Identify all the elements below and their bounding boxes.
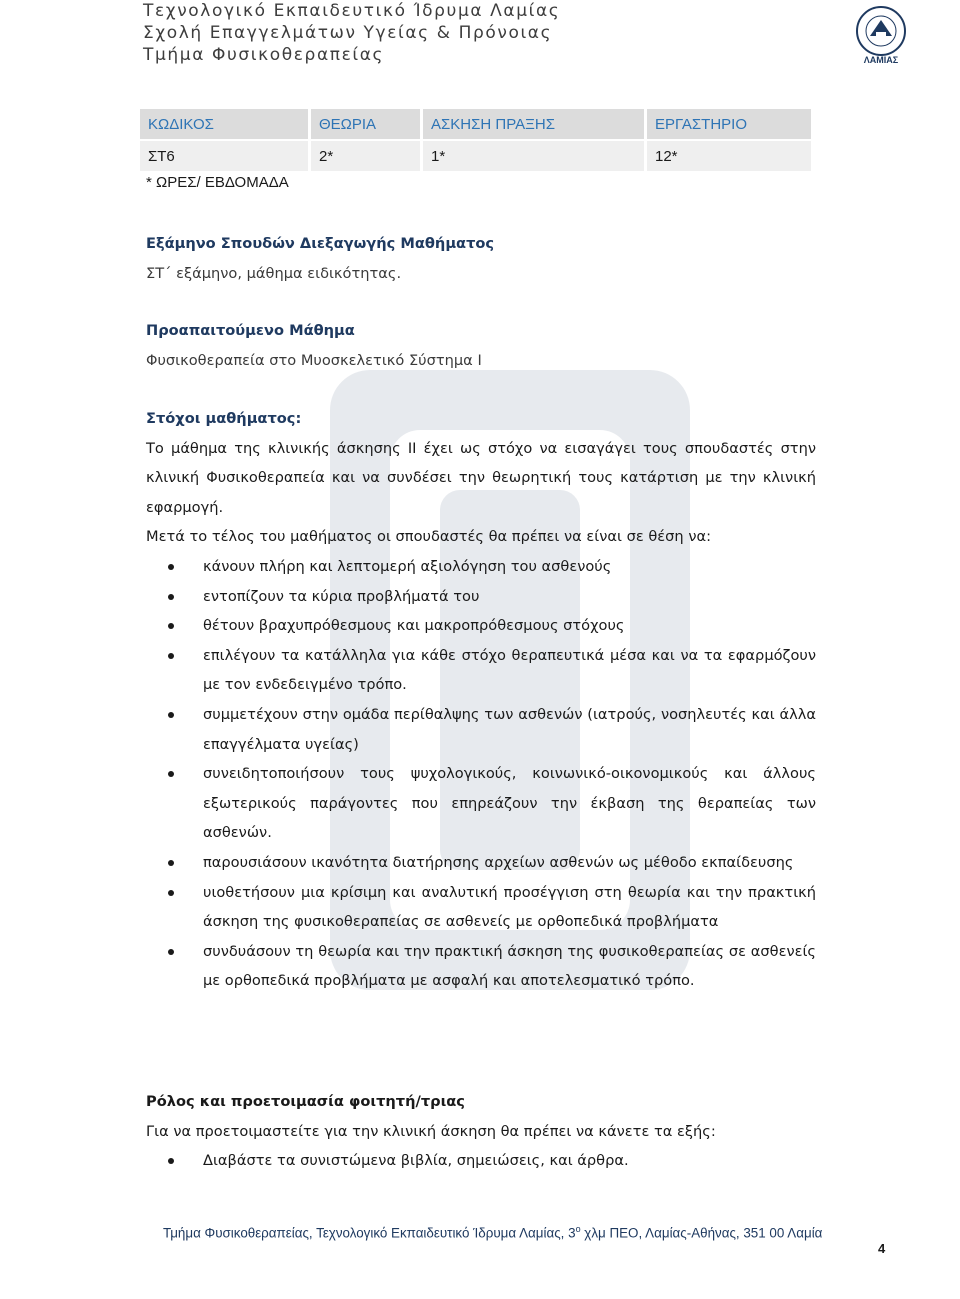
list-item: παρουσιάσουν ικανότητα διατήρησης αρχείων ασθενών ως μέθοδο εκπαίδευσης: [146, 848, 816, 878]
list-item: υιοθετήσουν μια κρίσιμη και αναλυτική προσέγγιση στη θεωρία και την πρακτική άσκηση της φυσικοθεραπείας σε ασθενείς με ορθοπεδικά προβλήματα: [146, 878, 816, 937]
bullet-icon: [168, 653, 174, 659]
header-practice: ΑΣΚΗΣΗ ΠΡΑΞΗΣ: [423, 109, 644, 139]
semester-section: [146, 229, 816, 288]
header-lab: ΕΡΓΑΣΤΗΡΙΟ: [647, 109, 811, 139]
header-theory: ΘΕΩΡΙΑ: [311, 109, 420, 139]
value-practice: 1*: [423, 141, 644, 171]
letterhead: [143, 0, 560, 66]
department-name: Τμήμα Φυσικοθεραπείας: [143, 45, 385, 65]
objectives-section: [146, 404, 816, 996]
objectives-lead: Μετά το τέλος του μαθήματος οι σπουδαστές θα πρέπει να είναι σε θέση να:: [146, 528, 712, 546]
role-heading: Ρόλος και προετοιμασία φοιτητή/τριας: [146, 1093, 465, 1110]
list-item: συνειδητοποιήσουν τους ψυχολογικούς, κοινωνικό-οικονομικούς και άλλους εξωτερικούς παράγοντες που επηρεάζουν την έκβαση της θεραπείας των ασθενών.: [146, 759, 816, 848]
list-item: κάνουν πλήρη και λεπτομερή αξιολόγηση του ασθενούς: [146, 552, 816, 582]
value-lab: 12*: [647, 141, 811, 171]
page-footer: Τμήμα Φυσικοθεραπείας, Τεχνολογικό Εκπαιδευτικό Ίδρυμα Λαμίας, $3^o$ χλμ ΠΕΟ, Λαμίας-Αθήνας, 351 00 Λαμία: [163, 1224, 823, 1241]
school-name: Σχολή Επαγγελμάτων Υγείας & Πρόνοιας: [143, 23, 553, 43]
prerequisite-text: Φυσικοθεραπεία στο Μυοσκελετικό Σύστημα Ι: [146, 351, 482, 369]
objectives-heading: Στόχοι μαθήματος:: [146, 410, 302, 427]
value-code: ΣΤ6: [140, 141, 308, 171]
semester-heading: Εξάμηνο Σπουδών Διεξαγωγής Μαθήματος: [146, 235, 495, 252]
course-hours-table: [137, 107, 814, 173]
institution-name: Τεχνολογικό Εκπαιδευτικό Ίδρυμα Λαμίας: [143, 1, 561, 21]
bullet-icon: [168, 771, 174, 777]
table-row: [140, 141, 811, 171]
objectives-list: [146, 552, 816, 996]
list-item: θέτουν βραχυπρόθεσμους και μακροπρόθεσμους στόχους: [146, 611, 816, 641]
list-item: εντοπίζουν τα κύρια προβλήματά του: [146, 582, 816, 612]
list-item: Διαβάστε τα συνιστώμενα βιβλία, σημειώσεις, και άρθρα.: [146, 1146, 816, 1176]
list-item: συμμετέχουν στην ομάδα περίθαλψης των ασθενών (ιατρούς, νοσηλευτές και άλλα επαγγέλματα υγείας): [146, 700, 816, 759]
bullet-icon: [168, 594, 174, 600]
logo-text: ΛΑΜΙΑΣ: [863, 55, 899, 65]
bullet-icon: [168, 564, 174, 570]
objectives-intro: Το μάθημα της κλινικής άσκησης ΙΙ έχει ως στόχο να εισαγάγει τους σπουδαστές στην κλινική Φυσικοθεραπεία και να συνδέσει την θεωρητική τους κατάρτιση με την κλινική εφαρμογή.: [146, 439, 816, 516]
role-section: [146, 1087, 816, 1176]
bullet-icon: [168, 1158, 174, 1164]
prerequisite-heading: Προαπαιτούμενο Μάθημα: [146, 322, 355, 339]
bullet-icon: [168, 860, 174, 866]
bullet-icon: [168, 890, 174, 896]
prerequisite-section: [146, 316, 816, 375]
hours-note: * ΩΡΕΣ/ ΕΒΔΟΜΑΔΑ: [146, 174, 289, 191]
bullet-icon: [168, 949, 174, 955]
page-number: 4: [878, 1241, 886, 1256]
role-lead: Για να προετοιμαστείτε για την κλινική άσκηση θα πρέπει να κάνετε τα εξής:: [146, 1122, 716, 1140]
institution-logo-icon: [846, 4, 916, 66]
table-header-row: [140, 109, 811, 139]
list-item: επιλέγουν τα κατάλληλα για κάθε στόχο θεραπευτικά μέσα και να τα εφαρμόζουν με τον ενδεδειγμένο τρόπο.: [146, 641, 816, 700]
header-code: ΚΩΔΙΚΟΣ: [140, 109, 308, 139]
semester-text: ΣΤ΄ εξάμηνο, μάθημα ειδικότητας.: [146, 264, 402, 282]
value-theory: 2*: [311, 141, 420, 171]
role-list: [146, 1146, 816, 1176]
bullet-icon: [168, 623, 174, 629]
bullet-icon: [168, 712, 174, 718]
list-item: συνδυάσουν τη θεωρία και την πρακτική άσκηση της φυσικοθεραπείας σε ασθενείς με ορθοπεδικά προβλήματα με ασφαλή και αποτελεσματικό τρόπο.: [146, 937, 816, 996]
